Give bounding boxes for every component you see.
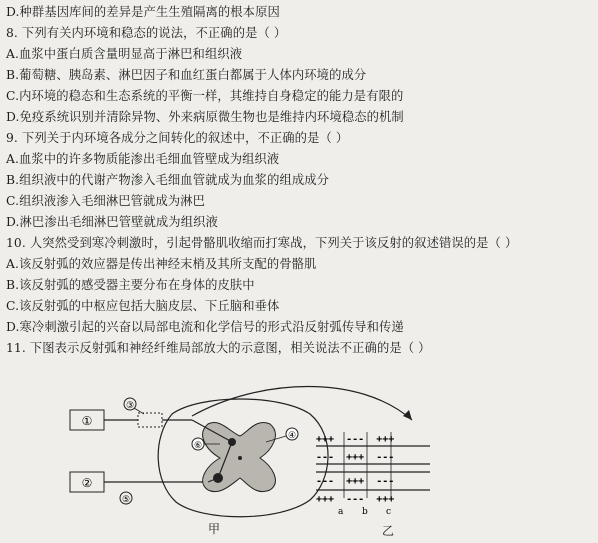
label-5: ⑤	[121, 495, 131, 505]
option-10c: C.该反射弧的中枢应包括大脑皮层、下丘脑和垂体	[6, 299, 280, 313]
option-8c: C.内环境的稳态和生态系统的平衡一样，其维持自身稳定的能力是有限的	[6, 89, 404, 103]
option-9d: D.淋巴渗出毛细淋巴管壁就成为组织液	[6, 215, 218, 229]
charge-row-4: +++ --- +++	[316, 494, 395, 505]
option-9c: C.组织液渗入毛细淋巴管就成为淋巴	[6, 194, 206, 208]
label-6: ⑥	[193, 441, 203, 451]
figure-yi	[316, 432, 430, 517]
enlarge-arrow	[192, 387, 412, 421]
option-7d: D.种群基因库间的差异是产生生殖隔离的根本原因	[6, 5, 280, 19]
question-10: 10. 人突然受到寒冷刺激时，引起骨骼肌收缩而打寒战，下列关于该反射的叙述错误的是（ ）	[6, 236, 518, 250]
option-8b: B.葡萄糖、胰岛素、淋巴因子和血红蛋白都属于人体内环境的成分	[6, 68, 367, 82]
question-9: 9. 下列关于内环境各成分之间转化的叙述中，不正确的是（ ）	[6, 131, 349, 145]
segment-b: b	[362, 507, 368, 517]
caption-jia: 甲	[208, 522, 221, 536]
segment-a: a	[338, 507, 344, 517]
charge-row-2: --- +++ ---	[316, 452, 395, 463]
option-8d: D.免疫系统识别并清除异物、外来病原微生物也是维持内环境稳态的机制	[6, 110, 404, 124]
charge-row-3: --- +++ ---	[316, 476, 395, 487]
option-8a: A.血浆中蛋白质含量明显高于淋巴和组织液	[6, 47, 243, 61]
option-9a: A.血浆中的许多物质能渗出毛细血管壁成为组织液	[6, 152, 280, 166]
label-4: ④	[287, 431, 297, 441]
question-8: 8. 下列有关内环境和稳态的说法，不正确的是（ ）	[6, 26, 287, 40]
option-10b: B.该反射弧的感受器主要分布在身体的皮肤中	[6, 278, 255, 292]
question-11: 11. 下图表示反射弧和神经纤维局部放大的示意图，相关说法不正确的是（ ）	[6, 341, 431, 355]
charge-row-1: +++ --- +++	[316, 434, 395, 445]
option-9b: B.组织液中的代谢产物渗入毛细血管就成为血浆的组成成分	[6, 173, 330, 187]
label-3: ③	[125, 401, 135, 411]
caption-yi: 乙	[382, 524, 395, 538]
option-10a: A.该反射弧的效应器是传出神经末梢及其所支配的骨骼肌	[6, 257, 317, 271]
central-canal	[238, 456, 242, 460]
label-1: ①	[81, 414, 93, 428]
stimulus-site	[138, 413, 162, 427]
option-10d: D.寒冷刺激引起的兴奋以局部电流和化学信号的形式沿反射弧传导和传递	[6, 320, 404, 334]
segment-c: c	[386, 507, 392, 517]
reflex-arc-figure	[60, 380, 540, 530]
label-2: ②	[81, 476, 93, 490]
